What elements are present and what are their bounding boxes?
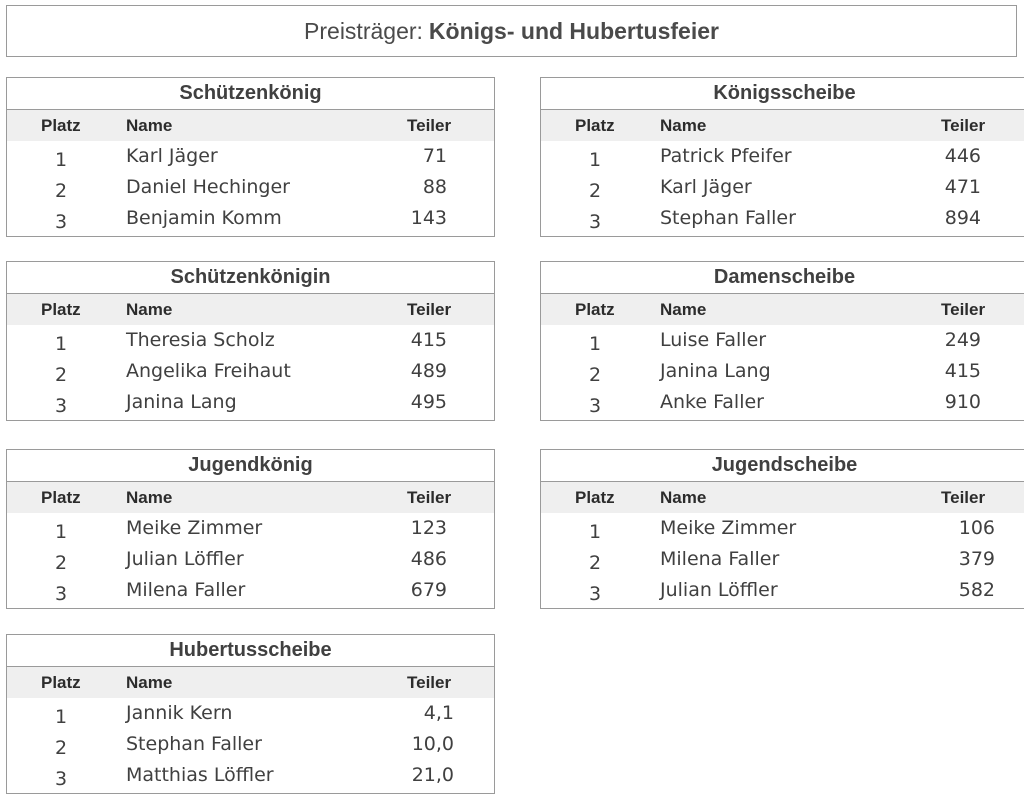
place-cell: 3: [55, 211, 68, 233]
name-cell: Daniel Hechinger: [126, 176, 290, 198]
score-cell: 379: [958, 548, 995, 570]
score-cell: 910: [944, 391, 981, 413]
column-header-place: Platz: [41, 116, 81, 135]
score-cell: 446: [944, 145, 981, 167]
score-cell: 249: [944, 329, 981, 351]
award-table-koenigsscheibe: [540, 77, 1024, 237]
score-cell: 471: [944, 176, 981, 198]
name-cell: Angelika Freihaut: [126, 360, 291, 382]
score-cell: 21,0: [411, 764, 454, 786]
place-cell: 2: [55, 737, 68, 759]
place-cell: 3: [589, 583, 602, 605]
name-cell: Luise Faller: [660, 329, 767, 351]
name-cell: Stephan Faller: [126, 733, 262, 755]
table-row: [7, 513, 494, 544]
column-header-place: Platz: [41, 488, 81, 507]
table-row: [541, 544, 1024, 575]
table-row: [7, 760, 494, 791]
table-row: [541, 141, 1024, 172]
name-cell: Milena Faller: [660, 548, 780, 570]
table-title: Schützenkönigin: [7, 262, 494, 294]
table-row: [541, 172, 1024, 203]
score-cell: 88: [422, 176, 447, 198]
table-row: [7, 203, 494, 234]
name-cell: Patrick Pfeifer: [660, 145, 792, 167]
name-cell: Jannik Kern: [126, 702, 233, 724]
table-row: [7, 387, 494, 418]
table-row: [7, 141, 494, 172]
place-cell: 2: [55, 364, 68, 386]
table-row: [541, 387, 1024, 418]
award-table-jugendkoenig: [6, 449, 495, 609]
column-header-name: Name: [126, 488, 173, 507]
score-cell: 415: [410, 329, 447, 351]
column-header-score: Teiler: [407, 673, 452, 692]
table-header-row: [541, 110, 1024, 141]
score-cell: 143: [410, 207, 447, 229]
table-row: [7, 729, 494, 760]
name-cell: Karl Jäger: [660, 176, 752, 198]
place-cell: 3: [589, 395, 602, 417]
table-row: [7, 325, 494, 356]
name-cell: Theresia Scholz: [126, 329, 275, 351]
name-cell: Milena Faller: [126, 579, 246, 601]
score-cell: 679: [410, 579, 447, 601]
table-title: Königsscheibe: [541, 78, 1024, 110]
table-title: Damenscheibe: [541, 262, 1024, 294]
place-cell: 2: [55, 180, 68, 202]
place-cell: 1: [589, 149, 602, 171]
column-header-score: Teiler: [941, 300, 986, 319]
award-table-schuetzenkoenigin: [6, 261, 495, 421]
column-header-place: Platz: [41, 300, 81, 319]
score-cell: 71: [422, 145, 447, 167]
score-cell: 894: [944, 207, 981, 229]
award-table-jugendscheibe: [540, 449, 1024, 609]
name-cell: Janina Lang: [660, 360, 771, 382]
table-header-row: [7, 110, 494, 141]
place-cell: 3: [55, 395, 68, 417]
column-header-place: Platz: [41, 673, 81, 692]
column-header-score: Teiler: [941, 488, 986, 507]
page-title: [6, 5, 1017, 57]
name-cell: Meike Zimmer: [126, 517, 263, 539]
award-table-schuetzenkoenig: [6, 77, 495, 237]
name-cell: Karl Jäger: [126, 145, 218, 167]
name-cell: Anke Faller: [660, 391, 764, 413]
table-title: Schützenkönig: [7, 78, 494, 110]
name-cell: Meike Zimmer: [660, 517, 797, 539]
place-cell: 2: [589, 364, 602, 386]
table-row: [541, 356, 1024, 387]
table-header-row: [541, 294, 1024, 325]
place-cell: 2: [589, 180, 602, 202]
score-cell: 106: [958, 517, 995, 539]
place-cell: 2: [589, 552, 602, 574]
place-cell: 3: [55, 583, 68, 605]
place-cell: 1: [55, 333, 68, 355]
column-header-place: Platz: [575, 300, 615, 319]
column-header-name: Name: [126, 116, 173, 135]
award-table-hubertusscheibe: [6, 634, 495, 794]
place-cell: 1: [55, 521, 68, 543]
column-header-score: Teiler: [407, 300, 452, 319]
score-cell: 415: [944, 360, 981, 382]
page-title-prefix: Preisträger:: [304, 17, 423, 44]
table-header-row: [7, 294, 494, 325]
place-cell: 3: [589, 211, 602, 233]
column-header-name: Name: [660, 300, 707, 319]
table-header-row: [7, 667, 494, 698]
table-title: Jugendscheibe: [541, 450, 1024, 482]
score-cell: 489: [410, 360, 447, 382]
column-header-place: Platz: [575, 116, 615, 135]
table-row: [541, 575, 1024, 606]
table-header-row: [541, 482, 1024, 513]
award-table-damenscheibe: [540, 261, 1024, 421]
name-cell: Janina Lang: [126, 391, 237, 413]
place-cell: 2: [55, 552, 68, 574]
name-cell: Julian Löffler: [126, 548, 244, 570]
place-cell: 1: [55, 149, 68, 171]
score-cell: 582: [958, 579, 995, 601]
column-header-place: Platz: [575, 488, 615, 507]
column-header-name: Name: [126, 300, 173, 319]
column-header-score: Teiler: [407, 116, 452, 135]
name-cell: Julian Löffler: [660, 579, 778, 601]
table-row: [541, 325, 1024, 356]
score-cell: 495: [410, 391, 447, 413]
table-row: [7, 172, 494, 203]
column-header-name: Name: [660, 488, 707, 507]
table-row: [541, 513, 1024, 544]
table-row: [7, 575, 494, 606]
place-cell: 3: [55, 768, 68, 790]
place-cell: 1: [589, 521, 602, 543]
table-title: Hubertusscheibe: [7, 635, 494, 667]
table-row: [7, 356, 494, 387]
place-cell: 1: [589, 333, 602, 355]
column-header-score: Teiler: [407, 488, 452, 507]
table-row: [7, 698, 494, 729]
table-row: [541, 203, 1024, 234]
score-cell: 486: [410, 548, 447, 570]
table-title: Jugendkönig: [7, 450, 494, 482]
column-header-name: Name: [126, 673, 173, 692]
column-header-name: Name: [660, 116, 707, 135]
score-cell: 4,1: [423, 702, 454, 724]
place-cell: 1: [55, 706, 68, 728]
table-row: [7, 544, 494, 575]
score-cell: 10,0: [411, 733, 454, 755]
name-cell: Stephan Faller: [660, 207, 796, 229]
page-title-event: Königs- und Hubertusfeier: [428, 17, 719, 44]
name-cell: Benjamin Komm: [126, 207, 282, 229]
column-header-score: Teiler: [941, 116, 986, 135]
name-cell: Matthias Löffler: [126, 764, 274, 786]
score-cell: 123: [410, 517, 447, 539]
table-header-row: [7, 482, 494, 513]
